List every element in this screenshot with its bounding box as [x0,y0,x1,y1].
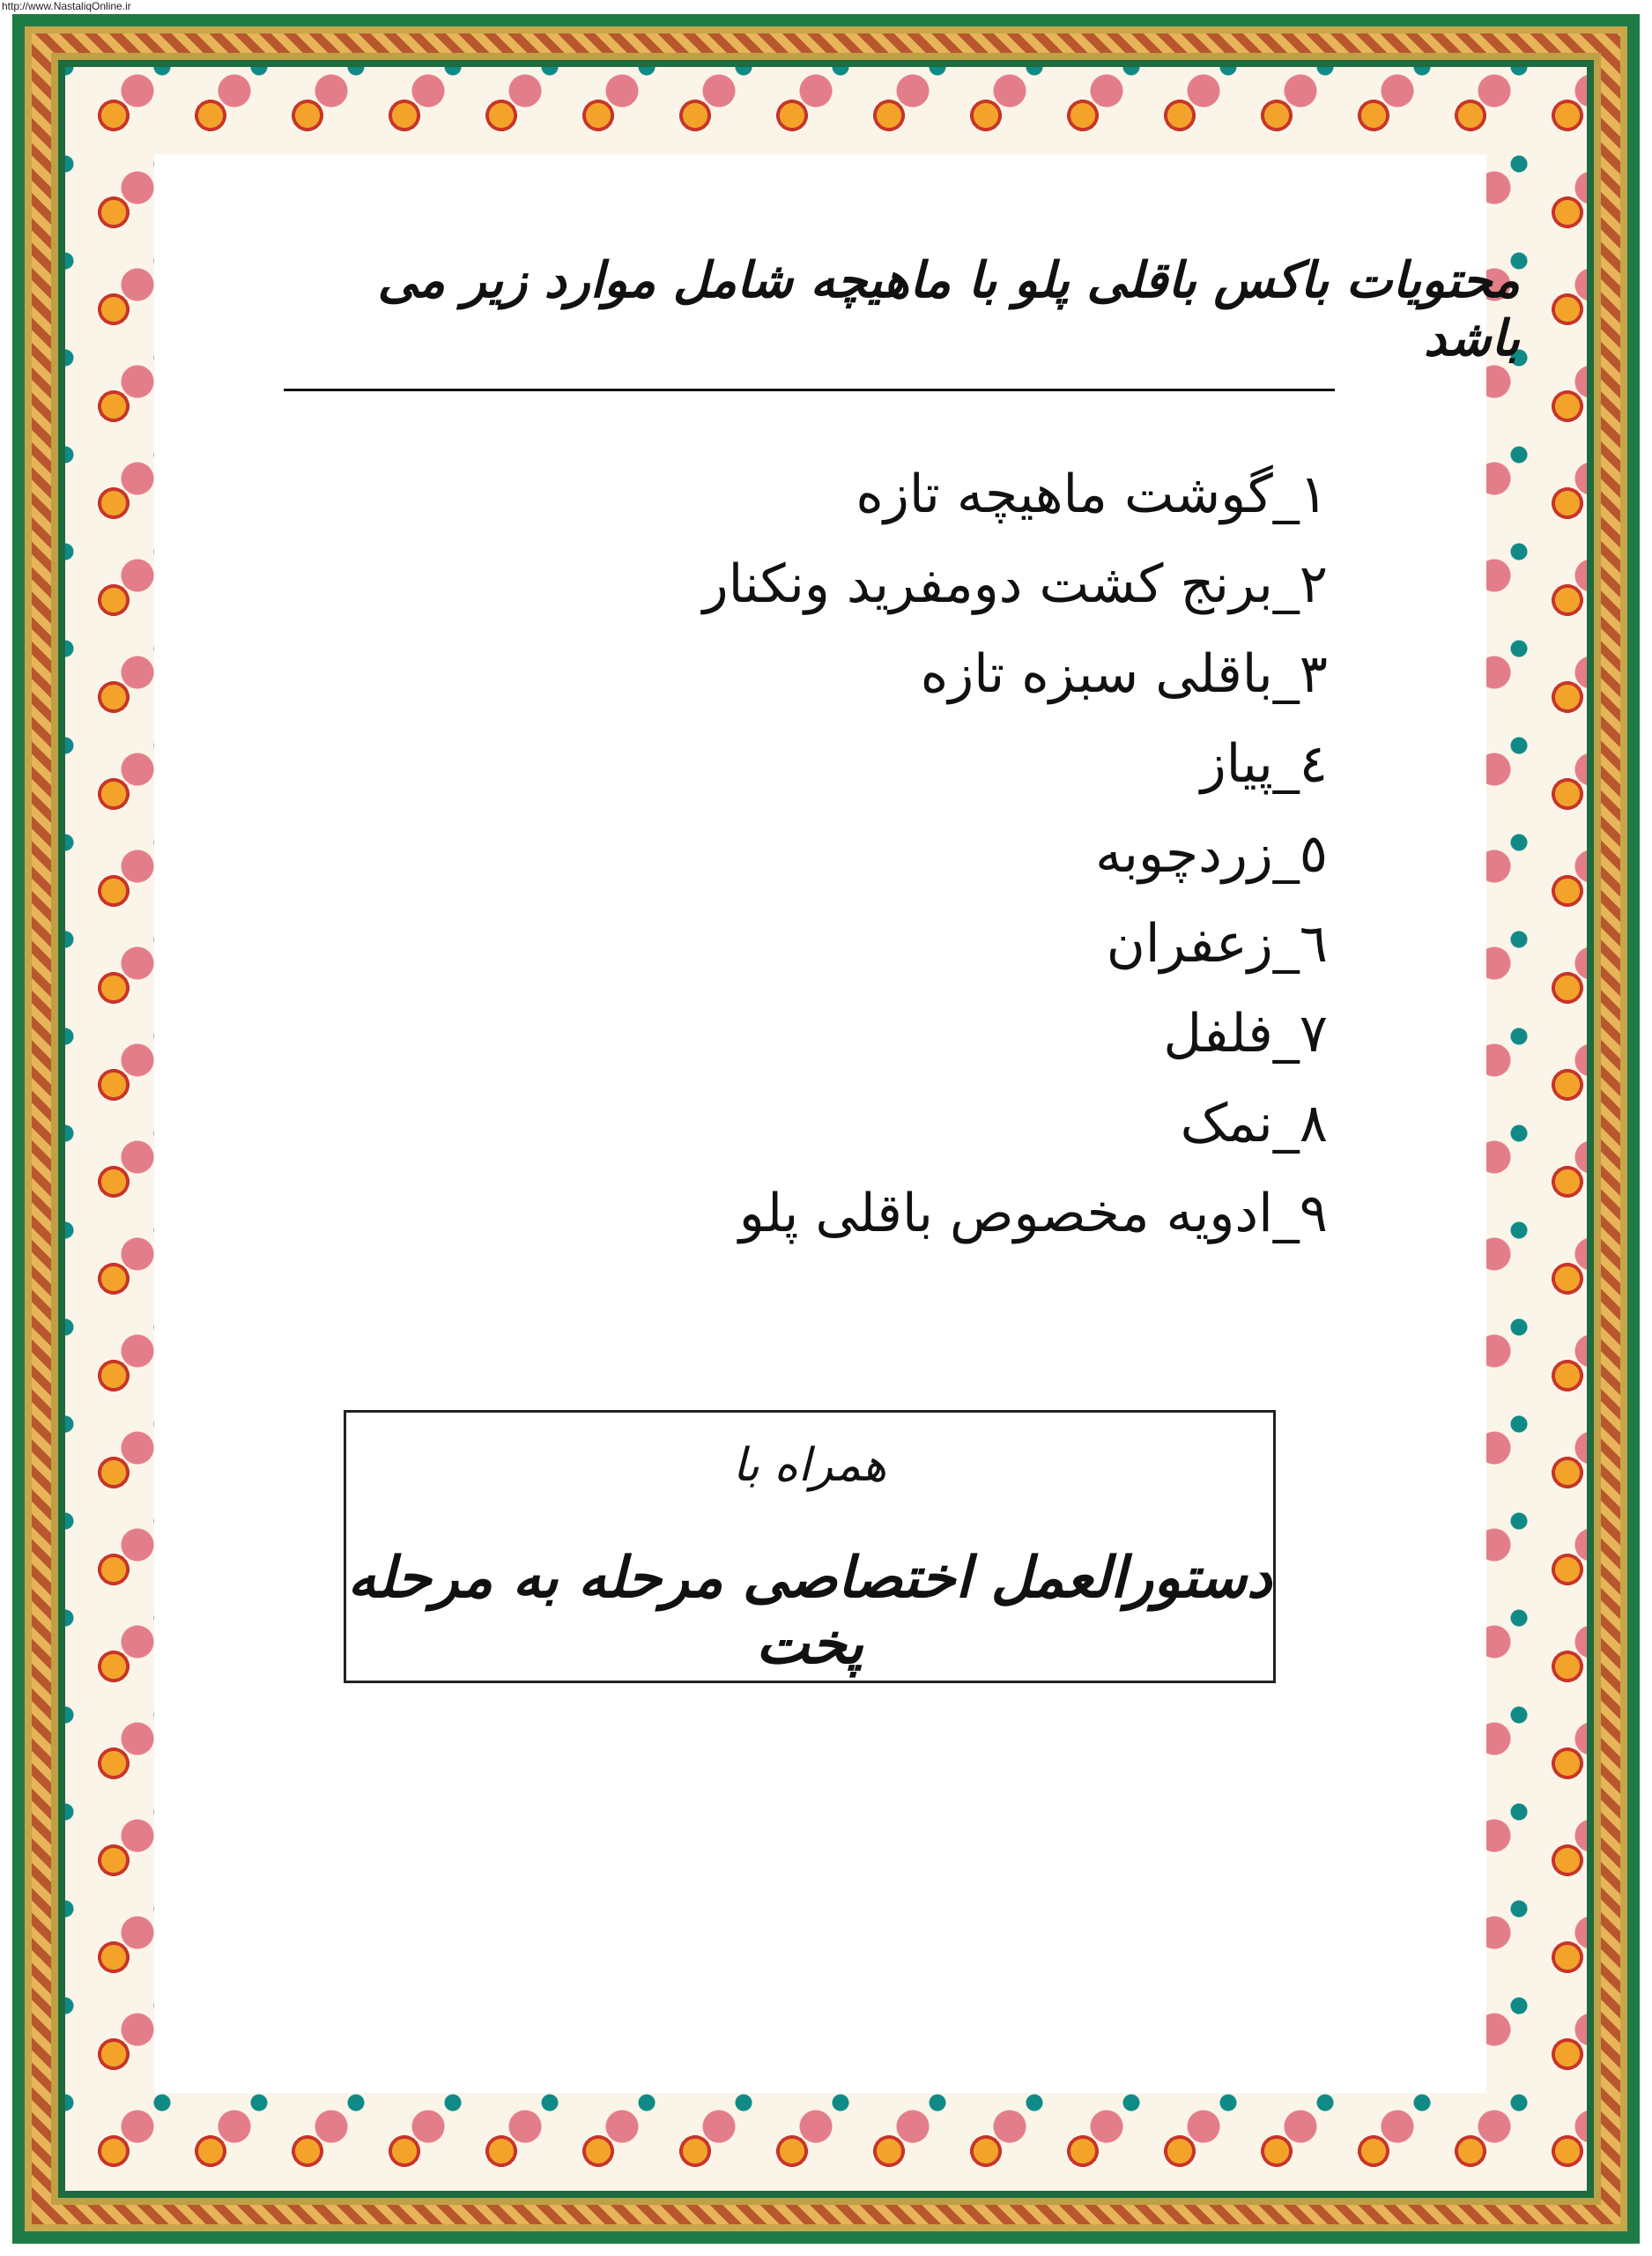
box-line-1: همراه با [732,1439,887,1492]
list-item: ۳_باقلی سبزه تازه [920,643,1328,705]
page-title: محتویات باکس باقلی پلو با ماهیچه شامل موارد زیر می باشد [377,251,1520,367]
list-item: ۸_نمک [1180,1093,1328,1154]
title-underline [284,389,1335,391]
list-item: ۹_ادویه مخصوص باقلی پلو [738,1183,1328,1244]
box-line-2: دستورالعمل اختصاصی مرحله به مرحله پخت [347,1545,1272,1677]
watermark-url: http://www.NastaliqOnline.ir [2,0,131,12]
ingredient-list [703,449,1328,1258]
list-item: ٤_پیاز [1200,733,1328,795]
list-item: ٦_زعفران [1106,913,1328,975]
page-content [154,154,1520,2093]
list-item: ۷_فلفل [1163,1003,1328,1065]
list-item: ۱_گوشت ماهیچه تازه [856,464,1328,525]
recipe-note-box [344,1410,1276,1683]
list-item: ٥_زردچوبه [1095,823,1328,885]
list-item: ۲_برنج کشت دومفرید ونکنار [702,553,1328,615]
